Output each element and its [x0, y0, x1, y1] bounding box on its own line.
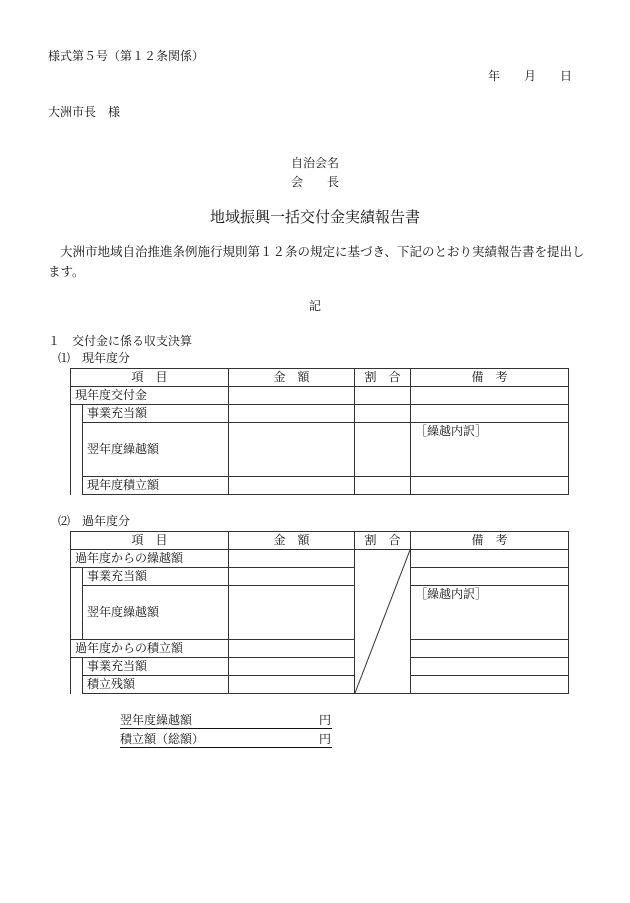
remarks-cell	[411, 477, 569, 495]
table-row	[71, 477, 569, 495]
row-label: 事業充当額	[83, 568, 229, 586]
header-amount: 金 額	[229, 369, 355, 387]
amount-cell	[229, 550, 355, 568]
header-remarks: 備 考	[411, 532, 569, 550]
form-number: 様式第５号（第１２条関係）	[48, 49, 205, 63]
date-line: 年 月 日	[488, 69, 573, 83]
current-year-table	[70, 368, 569, 495]
subsection-current-year: ⑴ 現年度分	[58, 351, 131, 365]
table-row	[71, 550, 569, 568]
table-row	[71, 586, 569, 640]
summary-label: 積立額（総額）	[120, 732, 205, 746]
ki-marker: 記	[308, 299, 321, 313]
carryover-remarks: ［繰越内訳］	[411, 423, 569, 477]
reserve-total	[120, 732, 332, 748]
body-paragraph: 大洲市地域自治推進条例施行規則第１２条の規定に基づき、下記のとおり実績報告書を提出します。	[48, 244, 585, 279]
remarks-cell	[411, 676, 569, 694]
diagonal-slash	[355, 550, 410, 693]
table-row	[71, 658, 569, 676]
next-year-carryover-total	[120, 713, 332, 729]
amount-cell	[229, 658, 355, 676]
ratio-diagonal-cell	[355, 550, 411, 694]
table-row	[71, 676, 569, 694]
header-item: 項 目	[71, 369, 229, 387]
header-row	[71, 532, 569, 550]
amount-cell	[229, 477, 355, 495]
table-row	[71, 640, 569, 658]
row-label: 現年度交付金	[71, 387, 229, 405]
amount-cell	[229, 405, 355, 423]
ratio-cell	[355, 387, 411, 405]
table-row	[71, 423, 569, 477]
header-item: 項 目	[71, 532, 229, 550]
document-title: 地域振興一括交付金実績報告書	[209, 208, 420, 226]
subsection-past-year: ⑵ 過年度分	[58, 514, 131, 528]
amount-cell	[229, 387, 355, 405]
table-row	[71, 568, 569, 586]
row-label: 事業充当額	[83, 658, 229, 676]
indent-spacer	[71, 568, 83, 640]
past-year-table	[70, 531, 569, 694]
ratio-cell	[355, 423, 411, 477]
header-row	[71, 369, 569, 387]
ratio-cell	[355, 477, 411, 495]
summary-label: 翌年度繰越額	[120, 713, 193, 727]
amount-cell	[229, 640, 355, 658]
table-row	[71, 387, 569, 405]
carryover-remarks: ［繰越内訳］	[411, 586, 569, 640]
section-heading: １ 交付金に係る収支決算	[48, 334, 193, 348]
header-ratio: 割 合	[355, 532, 411, 550]
amount-cell	[229, 676, 355, 694]
indent-spacer	[71, 658, 83, 694]
amount-cell	[229, 586, 355, 640]
amount-cell	[229, 568, 355, 586]
row-label: 積立残額	[83, 676, 229, 694]
remarks-cell	[411, 550, 569, 568]
remarks-cell	[411, 405, 569, 423]
yen-unit: 円	[318, 732, 331, 746]
remarks-cell	[411, 658, 569, 676]
row-label: 事業充当額	[83, 405, 229, 423]
remarks-cell	[411, 387, 569, 405]
ratio-cell	[355, 405, 411, 423]
table-row	[71, 405, 569, 423]
recipient: 大洲市長 様	[48, 105, 121, 119]
row-label: 過年度からの繰越額	[71, 550, 229, 568]
chairman-label: 会 長	[290, 175, 339, 189]
header-ratio: 割 合	[355, 369, 411, 387]
yen-unit: 円	[318, 713, 331, 727]
row-label: 翌年度繰越額	[83, 423, 229, 477]
row-label: 翌年度繰越額	[83, 586, 229, 640]
remarks-cell	[411, 640, 569, 658]
header-remarks: 備 考	[411, 369, 569, 387]
org-name-label: 自治会名	[290, 156, 339, 170]
remarks-cell	[411, 568, 569, 586]
row-label: 現年度積立額	[83, 477, 229, 495]
row-label: 過年度からの積立額	[71, 640, 229, 658]
header-amount: 金 額	[229, 532, 355, 550]
indent-spacer	[71, 405, 83, 495]
amount-cell	[229, 423, 355, 477]
